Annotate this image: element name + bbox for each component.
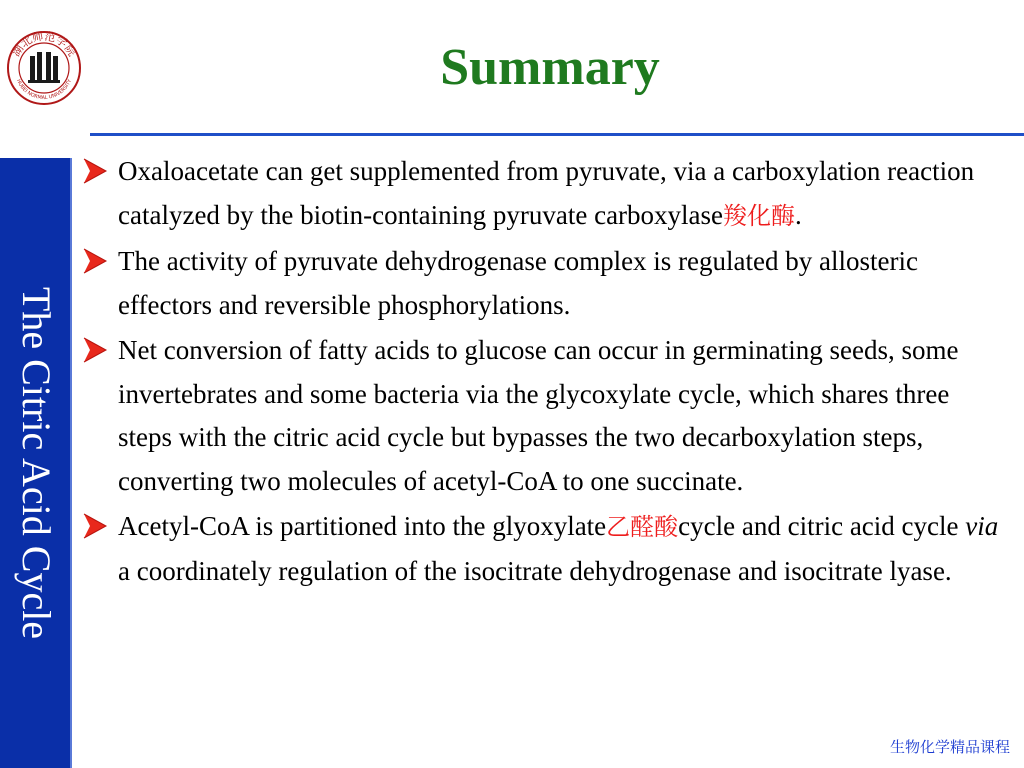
chinese-term: 羧化酶	[723, 201, 796, 230]
page-title: Summary	[440, 39, 660, 96]
arrow-right-icon	[82, 512, 108, 540]
title-divider	[90, 133, 1024, 136]
italic-term: via	[965, 511, 999, 541]
list-item	[82, 329, 1007, 503]
arrow-right-icon	[82, 247, 108, 275]
bullet-text-end: a coordinately regulation of the isocitrate dehydrogenase and isocitrate lyase.	[118, 555, 952, 586]
sidebar-label: The Citric Acid Cycle	[14, 286, 59, 640]
bullet-list	[82, 150, 1007, 595]
bullet-text: The activity of pyruvate dehydrogenase complex is regulated by allosteric effectors and reversible phosphorylations.	[118, 246, 918, 320]
bullet-text: Net conversion of fatty acids to glucose can occur in germinating seeds, some invertebrates and some bacteria via the glycoxylate cycle, which shares three steps with the citric acid cycle but bypasses the two decarboxylation steps, converting two molecules of acetyl-CoA to one succinate.	[118, 335, 959, 496]
chinese-term: 乙醛酸	[606, 513, 679, 541]
bullet-text-continued: cycle and citric acid cycle	[678, 511, 966, 541]
list-item	[82, 240, 1007, 327]
bullet-text: Acetyl-CoA is partitioned into the glyoxylate	[118, 511, 607, 541]
course-footer: 生物化学精品课程	[889, 738, 1010, 756]
logo-text-top: 湖北师范学院	[9, 30, 79, 59]
list-item	[82, 505, 1007, 593]
list-item	[82, 150, 1007, 238]
arrow-right-icon	[82, 157, 108, 185]
bullet-text: Oxaloacetate can get supplemented from pyruvate, via a carboxylation reaction catalyzed by the biotin-containing pyruvate carboxylase	[118, 156, 975, 230]
bullet-tail: .	[795, 199, 802, 230]
arrow-right-icon	[82, 336, 108, 364]
sidebar-banner	[0, 158, 72, 768]
logo-text-bottom: HUBEI NORMAL UNIVERSITY	[14, 78, 74, 102]
